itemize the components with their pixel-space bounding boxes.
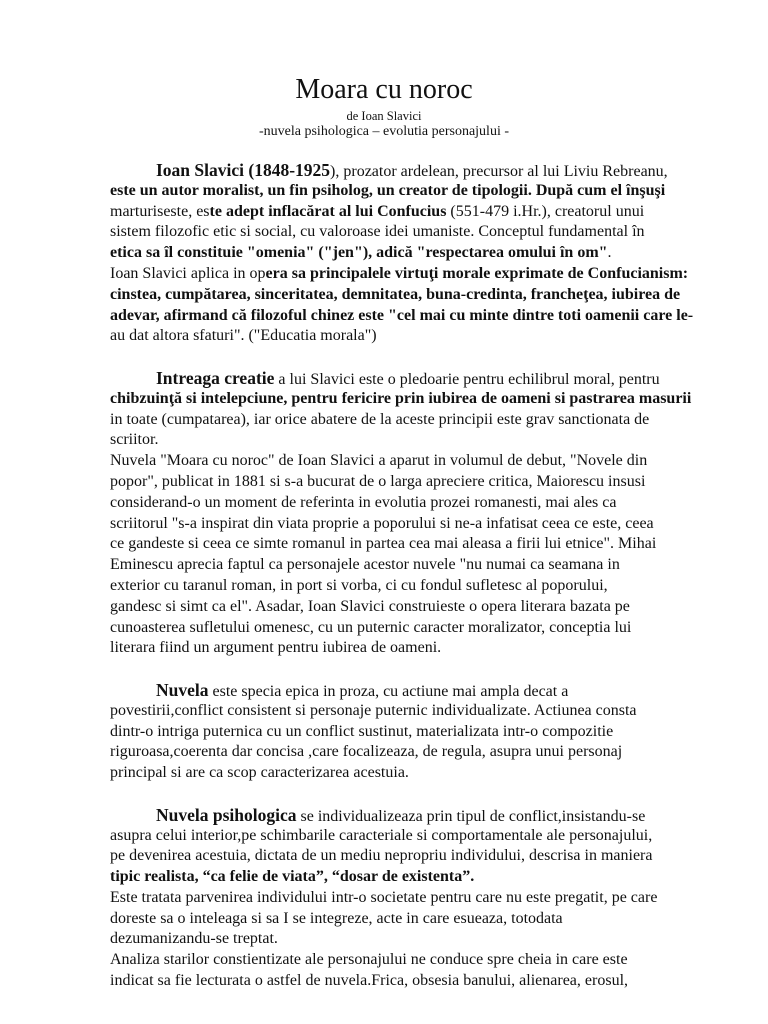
paragraph-gap	[110, 659, 735, 680]
paragraph-line: tipic realista, “ca felie de viata”, “dosar de existenta”.	[110, 868, 475, 886]
paragraph-line: doreste sa o inteleaga si sa I se integreze, acte in care esueaza, totodata	[110, 909, 563, 927]
paragraph-line: gandesc si simt ca el". Asadar, Ioan Slavici construieste o opera literara bazata pe	[110, 597, 630, 615]
paragraph-gap	[110, 784, 735, 805]
paragraph-line: Eminescu aprecia faptul ca personajele acestor nuvele "nu numai ca seamana in	[110, 556, 620, 574]
paragraph-line: considerand-o un moment de referinta in evolutia prozei romanesti, mai ales ca	[110, 493, 617, 511]
paragraph-line: principal si are ca scop caracterizarea acestuia.	[110, 764, 409, 782]
paragraph-line: cinstea, cumpătarea, sinceritatea, demnitatea, buna-credinta, francheţea, iubirea de	[110, 285, 681, 303]
paragraph-line: Analiza starilor constientizate ale personajului ne conduce spre cheia in care este	[110, 951, 628, 969]
paragraph-line: literara fiind un argument pentru iubirea de oameni.	[110, 639, 442, 657]
paragraph-line: ce gandeste si ceea ce simte romanul in partea cea mai aleasa a firii lui etnice". Mihai	[110, 535, 657, 553]
paragraph-line: etica sa îl constituie "omenia" ("jen"), adică "respectarea omului în om".	[110, 244, 612, 262]
paragraph-line: pe devenirea acestuia, dictata de un mediu nepropriu individului, descrisa in maniera	[110, 847, 653, 865]
paragraph-line: riguroasa,coerenta dar concisa ,care focalizeaza, de regula, asupra unui personaj	[110, 743, 623, 761]
paragraph-line: indicat sa fie lecturata o astfel de nuvela.Frica, obsesia banului, alienarea, erosul,	[110, 972, 629, 990]
page-title: Moara cu noroc	[295, 74, 473, 105]
paragraph-line: popor", publicat in 1881 si s-a bucurat de o larga apreciere critica, Maiorescu insusi	[110, 472, 646, 490]
paragraph-line: Nuvela "Moara cu noroc" de Ioan Slavici a aparut in volumul de debut, "Novele din	[110, 452, 648, 470]
paragraph-line: Ioan Slavici (1848-1925), prozator ardelean, precursor al lui Liviu Rebreanu,	[156, 160, 668, 180]
paragraph-line: au dat altora sfaturi". ("Educatia morala")	[110, 327, 377, 345]
paragraph-line: chibzuinţă si intelepciune, pentru fericire prin iubirea de oameni si pastrarea masurii	[110, 389, 692, 407]
paragraph-line: scriitor.	[110, 431, 159, 449]
paragraph-line: dezumanizandu-se treptat.	[110, 930, 278, 948]
paragraph-line: exterior cu taranul roman, in port si vorba, ci cu fondul sufletesc al poporului,	[110, 576, 608, 594]
author-line: de Ioan Slavici	[346, 109, 422, 123]
paragraph-line: in toate (cumpatarea), iar orice abatere de la aceste principii este grav sanctionata de	[110, 410, 650, 428]
paragraph-line: marturiseste, este adept inflacărat al lui Confucius (551-479 i.Hr.), creatorul unui	[110, 202, 645, 220]
paragraph-line: sistem filozofic etic si social, cu valoroase idei umaniste. Conceptul fundamental în	[110, 223, 645, 241]
paragraph-line: Ioan Slavici aplica in opera sa principalele virtuţi morale exprimate de Confucianism:	[110, 264, 689, 282]
paragraph-line: Nuvela psihologica se individualizeaza prin tipul de conflict,insistandu-se	[156, 804, 646, 825]
paragraph-line: Nuvela este specia epica in proza, cu actiune mai ampla decat a	[156, 679, 569, 700]
paragraph-line: scriitorul "s-a inspirat din viata proprie a poporului si ne-a infatisat ceea ce este, ceea	[110, 514, 654, 532]
paragraph-line: povestirii,conflict consistent si personaje puternic individualizate. Actiunea consta	[110, 701, 637, 719]
paragraph-line: Intreaga creatie a lui Slavici este o pledoarie pentru echilibrul moral, pentru	[156, 367, 660, 388]
document-body	[110, 160, 735, 992]
paragraph-line: adevar, afirmand că filozoful chinez este "cel mai cu minte dintre toti oamenii care le-	[110, 306, 694, 324]
paragraph-line: este un autor moralist, un fin psiholog, un creator de tipologii. După cum el înşuşi	[110, 181, 666, 199]
paragraph-gap	[110, 347, 735, 368]
paragraph-line: asupra celui interior,pe schimbarile caracteriale si comportamentale ale personajului,	[110, 826, 653, 844]
paragraph-line: Este tratata parvenirea individului intr-o societate pentru care nu este pregatit, pe care	[110, 888, 658, 906]
paragraph-line: dintr-o intriga puternica cu un conflict sustinut, materializata intr-o compozitie	[110, 722, 614, 740]
paragraph-line: cunoasterea sufletului omenesc, cu un puternic caracter moralizator, conceptia lui	[110, 618, 632, 636]
subtitle-line: -nuvela psihologica – evolutia personajului -	[259, 124, 509, 139]
